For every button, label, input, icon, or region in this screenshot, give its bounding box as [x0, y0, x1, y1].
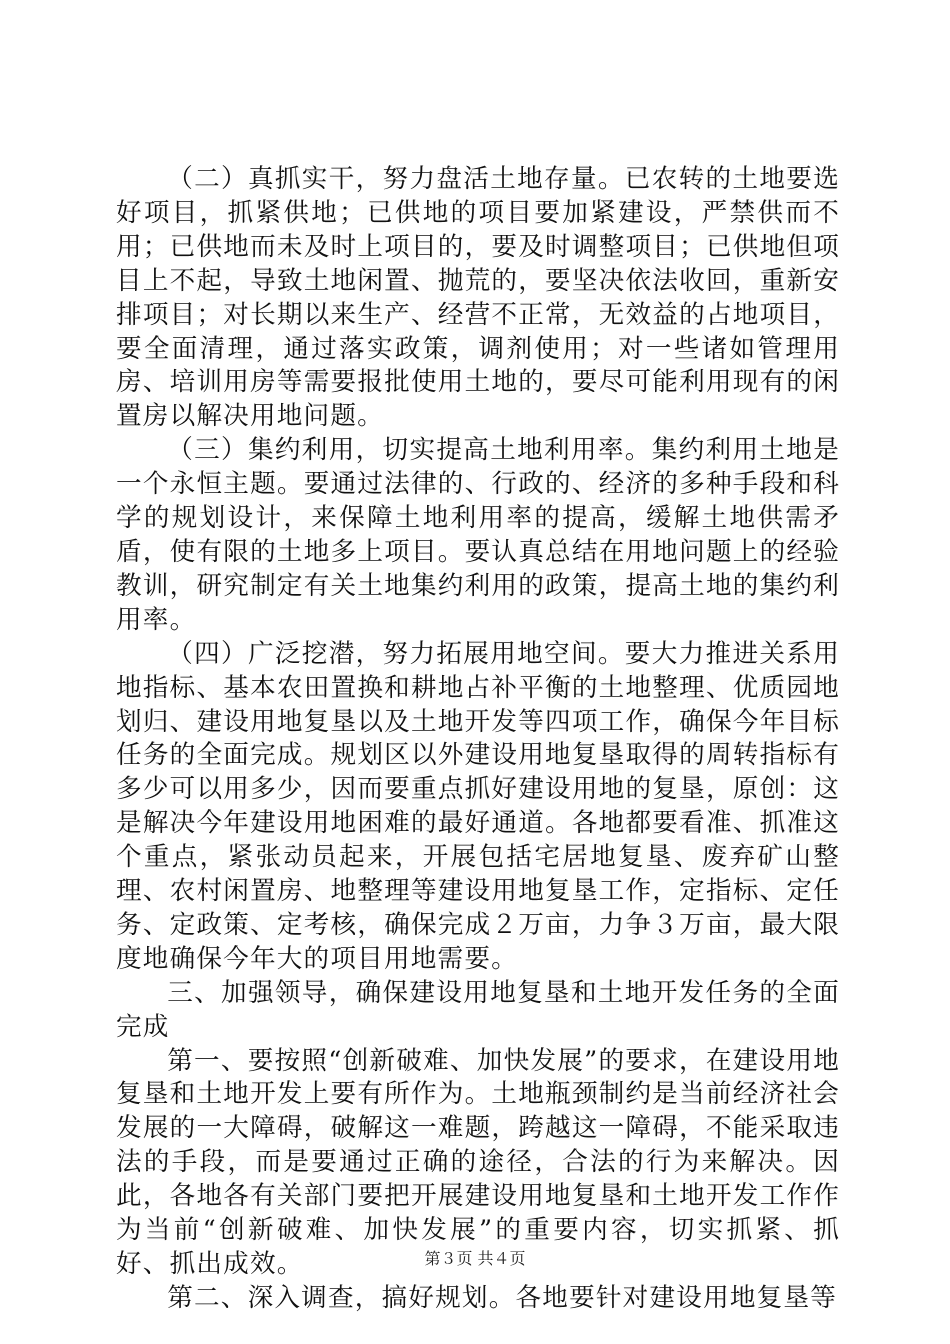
paragraph-3: （三）集约利用，切实提高土地利用率。集约利用土地是一个永恒主题。要通过法律的、行政的、经济的多种手段和科学的规划设计，来保障土地利用率的提高，缓解土地供需矛盾，使有限的土地多上项目。要认真总结在用地问题上的经验教训，研究制定有关土地集约利用的政策，提高土地的集约利用率。 [116, 435, 840, 635]
paragraph-4: （四）广泛挖潜，努力拓展用地空间。要大力推进关系用地指标、基本农田置换和耕地占补平衡的土地整理、优质园地划归、建设用地复垦以及土地开发等四项工作，确保今年目标任务的全面完成。规划区以外建设用地复垦取得的周转指标有多少可以用多少，因而要重点抓好建设用地的复垦，原创：这是解决今年建设用地困难的最好通道。各地都要看准、抓准这个重点，紧张动员起来，开展包括宅居地复垦、废弃矿山整理、农村闲置房、地整理等建设用地复垦工作，定指标、定任务、定政策、定考核，确保完成２万亩，力争３万亩，最大限度地确保今年大的项目用地需要。 [116, 638, 840, 974]
paragraph-first: 第一、要按照“创新破难、加快发展”的要求，在建设用地复垦和土地开发上要有所作为。土地瓶颈制约是当前经济社会发展的一大障碍，破解这一难题，跨越这一障碍，不能采取违法的手段，而是要通过正确的途径，合法的行为来解决。因此，各地各有关部门要把开展建设用地复垦和土地开发工作作为当前“创新破难、加快发展”的重要内容，切实抓紧、抓好、抓出成效。 [116, 1045, 840, 1279]
paragraph-2: （二）真抓实干，努力盘活土地存量。已农转的土地要选好项目，抓紧供地；已供地的项目要加紧建设，严禁供而不用；已供地而未及时上项目的，要及时调整项目；已供地但项目上不起，导致土地闲置、抛荒的，要坚决依法收回，重新安排项目；对长期以来生产、经营不正常，无效益的占地项目，要全面清理，通过落实政策，调剂使用；对一些诸如管理用房、培训用房等需要报批使用土地的，要尽可能利用现有的闲置房以解决用地问题。 [116, 164, 840, 432]
document-body [116, 163, 840, 1316]
paragraph-second: 第二、深入调查，搞好规划。各地要针对建设用地复垦等 [167, 1282, 838, 1313]
section-heading-3: 三、加强领导，确保建设用地复垦和土地开发任务的全面完成 [116, 977, 840, 1042]
page-footer: 第３页 共４页 [424, 1249, 526, 1268]
